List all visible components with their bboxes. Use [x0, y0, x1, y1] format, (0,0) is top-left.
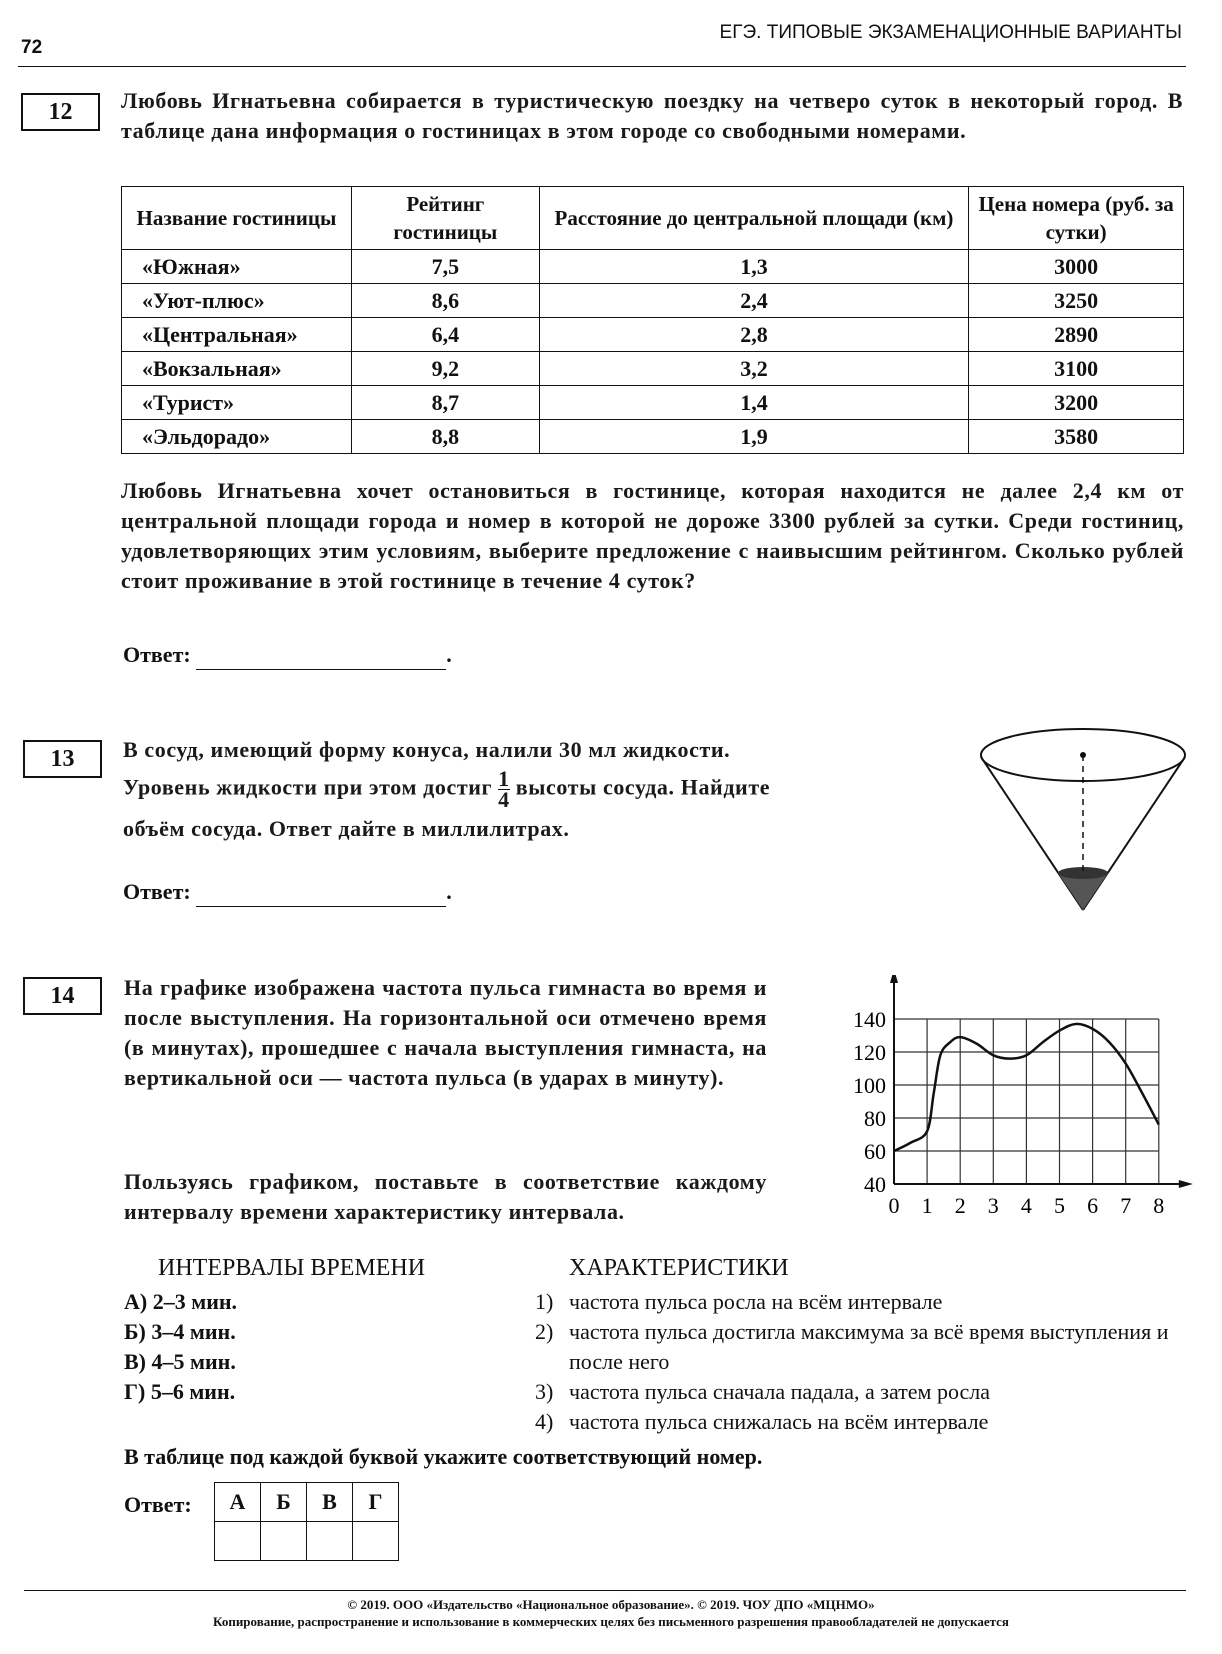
- apex-point: [1080, 752, 1086, 758]
- answer-13-field[interactable]: [196, 883, 446, 907]
- answer-label: Ответ:: [123, 879, 191, 904]
- y-tick-label: 60: [864, 1139, 886, 1164]
- x-tick-label: 4: [1020, 1193, 1032, 1215]
- intervals-title: ИНТЕРВАЛЫ ВРЕМЕНИ: [158, 1255, 426, 1281]
- table-cell: 2890: [969, 318, 1184, 352]
- answer-cell[interactable]: [307, 1522, 353, 1561]
- table-cell: 3000: [969, 250, 1184, 284]
- footer-divider: [24, 1590, 1186, 1591]
- answer-12: Ответ: .: [123, 640, 452, 670]
- x-tick-label: 3: [987, 1193, 999, 1215]
- characteristic-text: частота пульса достигла максимума за всё время выступления и после него: [569, 1319, 1169, 1374]
- task-number-14: 14: [23, 977, 102, 1015]
- column-header: Цена номера (руб. за сутки): [969, 187, 1184, 250]
- characteristic-number: 2): [535, 1319, 554, 1344]
- answer-cell[interactable]: [215, 1522, 261, 1561]
- answer-13: Ответ: .: [123, 877, 452, 907]
- table-cell: 3200: [969, 386, 1184, 420]
- table-cell: 3250: [969, 284, 1184, 318]
- table-cell: «Вокзальная»: [122, 352, 352, 386]
- fraction: [498, 766, 510, 812]
- table-cell: 8,6: [351, 284, 539, 318]
- table-cell: «Эльдорадо»: [122, 420, 352, 454]
- answer-column-letter: В: [307, 1483, 353, 1522]
- answer-14-table: [214, 1482, 399, 1561]
- table-cell: 9,2: [351, 352, 539, 386]
- copy-notice: Копирование, распространение и использование в коммерческих целях без письменного разрешения правообладателей не допускается: [213, 1614, 1009, 1629]
- numerator: 1: [498, 766, 510, 791]
- interval-item: Г) 5–6 мин.: [124, 1379, 236, 1404]
- characteristic-item: [535, 1407, 1190, 1437]
- table-cell: 7,5: [351, 250, 539, 284]
- characteristic-number: 3): [535, 1379, 554, 1404]
- table-cell: «Центральная»: [122, 318, 352, 352]
- characteristic-text: частота пульса росла на всём интервале: [569, 1289, 943, 1314]
- table-row: [122, 318, 1184, 352]
- table-instruction: В таблице под каждой буквой укажите соответствующий номер.: [124, 1444, 763, 1469]
- task-13-line: Уровень жидкости при этом достиг: [123, 774, 493, 800]
- interval-item: В) 4–5 мин.: [124, 1349, 236, 1374]
- y-axis-arrow: [890, 975, 898, 983]
- task-13-line: объём сосуда. Ответ дайте в миллилитрах.: [123, 816, 570, 841]
- task-14-intro: На графике изображена частота пульса гимнаста во время и после выступления. На горизонтальной оси отмечено время (в минутах), прошедшее с начала выступления гимнаста, на вертикальной оси — частота пульса (в ударах в минуту).: [124, 975, 767, 1090]
- answer-column-letter: Б: [261, 1483, 307, 1522]
- answer-column-letter: Г: [353, 1483, 399, 1522]
- task-13-line: высоты сосуда. Найдите: [515, 774, 771, 800]
- table-cell: 3100: [969, 352, 1184, 386]
- table-row: [122, 284, 1184, 318]
- x-axis-arrow: [1179, 1180, 1193, 1188]
- x-tick-label: 8: [1153, 1193, 1165, 1215]
- column-header: Рейтинг гостиницы: [351, 187, 539, 250]
- column-header: Расстояние до центральной площади (км): [539, 187, 968, 250]
- characteristic-item: [535, 1377, 1190, 1407]
- x-tick-label: 6: [1087, 1193, 1099, 1215]
- interval-item: Б) 3–4 мин.: [124, 1319, 236, 1344]
- y-tick-label: 120: [853, 1040, 886, 1065]
- running-header: ЕГЭ. ТИПОВЫЕ ЭКЗАМЕНАЦИОННЫЕ ВАРИАНТЫ: [719, 22, 1182, 43]
- table-cell: 8,8: [351, 420, 539, 454]
- table-row: [122, 250, 1184, 284]
- y-tick-label: 100: [853, 1073, 886, 1098]
- pulse-chart: [820, 975, 1200, 1215]
- table-cell: «Турист»: [122, 386, 352, 420]
- x-tick-label: 1: [921, 1193, 933, 1215]
- task-number-12: 12: [21, 93, 100, 131]
- table-cell: 2,4: [539, 284, 968, 318]
- intervals-list: [124, 1287, 237, 1407]
- task-number-13: 13: [23, 740, 102, 778]
- page-number: 72: [21, 37, 43, 58]
- table-cell: 3580: [969, 420, 1184, 454]
- table-cell: 2,8: [539, 318, 968, 352]
- cone-diagram: [975, 725, 1190, 915]
- interval-item: А) 2–3 мин.: [124, 1289, 238, 1314]
- hotels-table: [121, 186, 1184, 454]
- table-cell: 1,4: [539, 386, 968, 420]
- table-cell: 1,9: [539, 420, 968, 454]
- characteristic-item: [535, 1287, 1190, 1317]
- table-cell: «Южная»: [122, 250, 352, 284]
- column-header: Название гостиницы: [122, 187, 352, 250]
- answer-label: Ответ:: [123, 642, 191, 667]
- characteristic-text: частота пульса снижалась на всём интервале: [569, 1409, 989, 1434]
- characteristics-title: ХАРАКТЕРИСТИКИ: [569, 1255, 789, 1281]
- task-12-intro: Любовь Игнатьевна собирается в туристическую поездку на четверо суток в некоторый город. В таблице дана информация о гостиницах в этом городе со свободными номерами.: [121, 88, 1183, 143]
- copyright: © 2019. ООО «Издательство «Национальное образование». © 2019. ЧОУ ДПО «МЦНМО»: [347, 1597, 875, 1612]
- denominator: 4: [498, 787, 510, 812]
- table-cell: 8,7: [351, 386, 539, 420]
- x-tick-label: 0: [888, 1193, 900, 1215]
- answer-label: Ответ:: [124, 1492, 192, 1517]
- table-cell: 1,3: [539, 250, 968, 284]
- characteristic-number: 1): [535, 1289, 554, 1314]
- task-12-question: Любовь Игнатьевна хочет остановиться в гостинице, которая находится не далее 2,4 км от центральной площади города и номер в которой не дороже 3300 рублей за сутки. Среди гостиниц, удовлетворяющих этим условиям, выберите предложение с наивысшим рейтингом. Сколько рублей стоит проживание в этой гостинице в течение 4 суток?: [121, 478, 1184, 593]
- x-tick-label: 2: [954, 1193, 966, 1215]
- task-13-line: В сосуд, имеющий форму конуса, налили 30 мл жидкости.: [123, 737, 731, 762]
- characteristic-item: [535, 1317, 1190, 1377]
- table-row: [122, 386, 1184, 420]
- x-tick-label: 7: [1120, 1193, 1132, 1215]
- characteristics-list: [535, 1287, 1190, 1437]
- y-tick-label: 80: [864, 1106, 886, 1131]
- y-tick-label: 140: [853, 1007, 886, 1032]
- table-row: [122, 420, 1184, 454]
- footer: [0, 1596, 1222, 1630]
- answer-12-field[interactable]: [196, 646, 446, 670]
- task-14-instruction: Пользуясь графиком, поставьте в соответствие каждому интервалу времени характеристику интервала.: [124, 1169, 767, 1224]
- characteristic-number: 4): [535, 1409, 554, 1434]
- x-tick-label: 5: [1054, 1193, 1065, 1215]
- header-divider: [18, 66, 1186, 67]
- answer-column-letter: А: [215, 1483, 261, 1522]
- answer-cell[interactable]: [261, 1522, 307, 1561]
- table-row: [122, 352, 1184, 386]
- task-13-text: [123, 735, 913, 844]
- table-cell: «Уют-плюс»: [122, 284, 352, 318]
- characteristic-text: частота пульса сначала падала, а затем росла: [569, 1379, 991, 1404]
- table-cell: 3,2: [539, 352, 968, 386]
- y-tick-label: 40: [864, 1172, 886, 1197]
- table-cell: 6,4: [351, 318, 539, 352]
- answer-cell[interactable]: [353, 1522, 399, 1561]
